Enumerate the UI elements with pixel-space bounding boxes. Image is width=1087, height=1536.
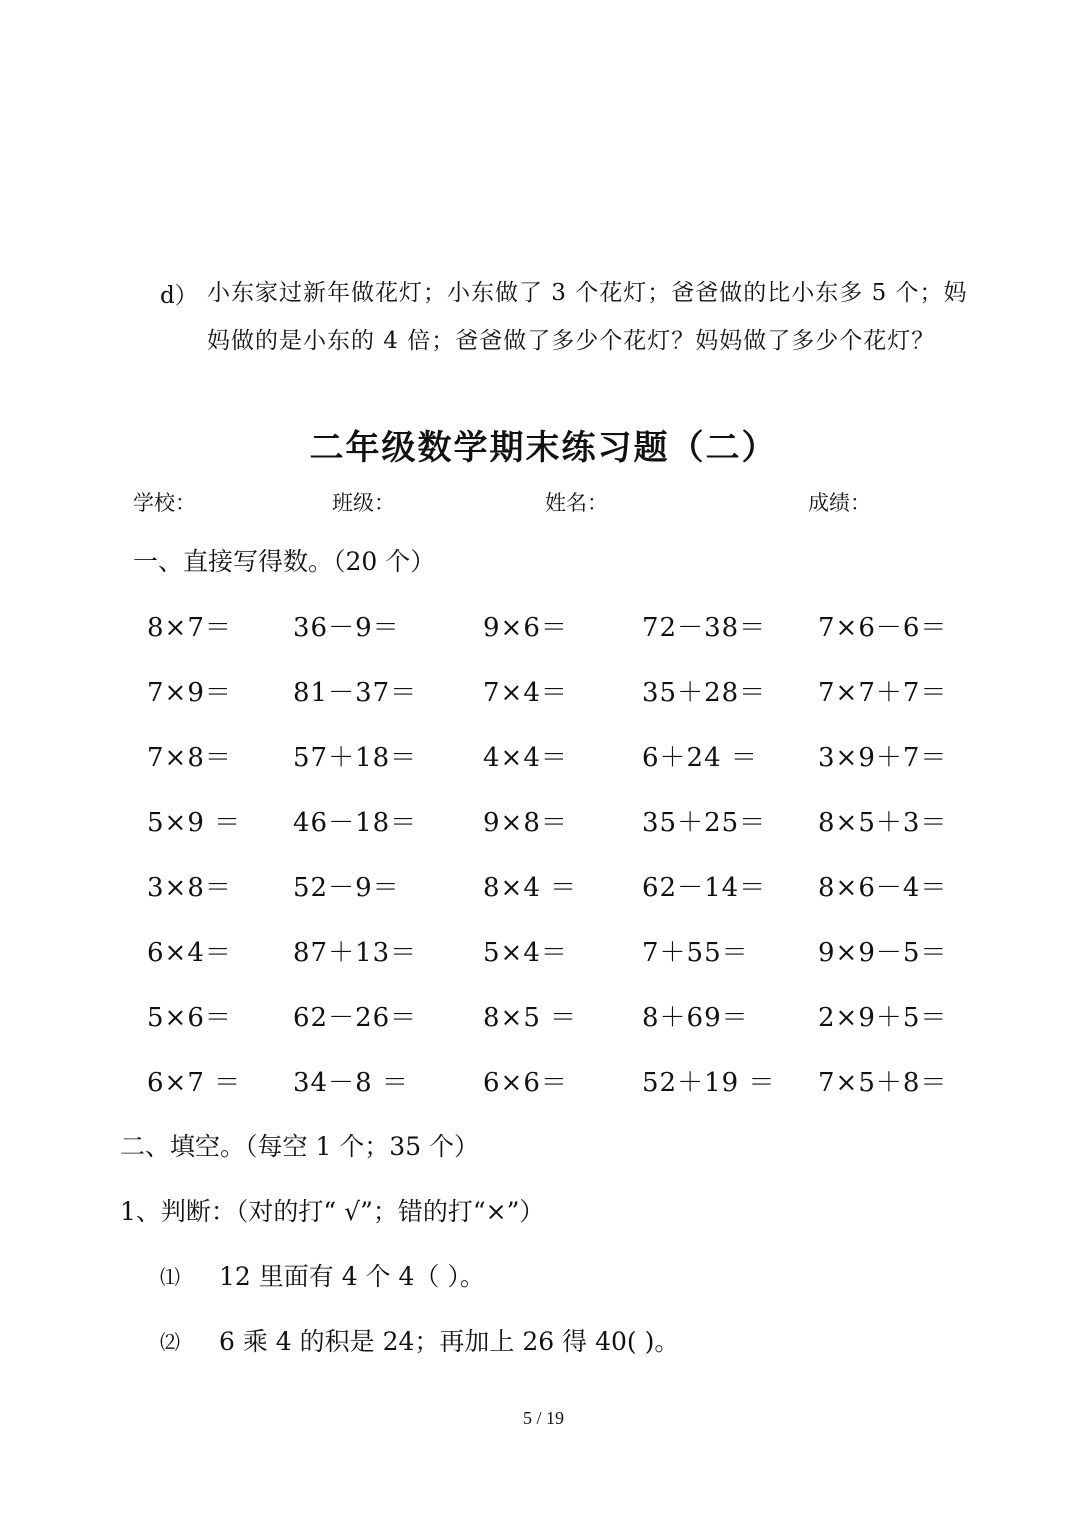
calc-problem: 46－18＝ bbox=[293, 808, 418, 838]
section2-heading: 二、填空。（每空 1 个；35 个） bbox=[120, 1132, 480, 1161]
calc-problem: 36－9＝ bbox=[293, 613, 400, 643]
calc-problem: 8＋69＝ bbox=[642, 1003, 749, 1033]
class-label: 班级： bbox=[332, 491, 395, 515]
calc-problem: 52＋19 ＝ bbox=[642, 1068, 776, 1098]
judgement-instructions: 1、判断：（对的打“ √”；错的打“×”） bbox=[120, 1197, 545, 1226]
calc-problem: 8×4 ＝ bbox=[483, 873, 578, 903]
section1-heading: 一、直接写得数。（20 个） bbox=[133, 547, 436, 576]
calc-problem: 8×6－4＝ bbox=[818, 873, 948, 903]
calc-problem: 7×5＋8＝ bbox=[818, 1068, 948, 1098]
calc-problem: 52－9＝ bbox=[293, 873, 400, 903]
score-label: 成绩： bbox=[808, 491, 871, 515]
calc-problem: 5×4＝ bbox=[483, 938, 568, 968]
item-number: ⑵ bbox=[160, 1330, 180, 1354]
calc-problem: 8×5＋3＝ bbox=[818, 808, 948, 838]
calc-problem: 6×6＝ bbox=[483, 1068, 568, 1098]
calc-problem: 6×4＝ bbox=[147, 938, 232, 968]
page-title: 二年级数学期末练习题（二） bbox=[309, 428, 778, 468]
calc-problem: 9×9－5＝ bbox=[818, 938, 948, 968]
calc-problem: 57＋18＝ bbox=[293, 743, 418, 773]
calc-problem: 62－26＝ bbox=[293, 1003, 418, 1033]
calc-problem: 62－14＝ bbox=[642, 873, 767, 903]
calc-problem: 7×7＋7＝ bbox=[818, 678, 948, 708]
problem-text-line-1: 小东家过新年做花灯；小东做了 3 个花灯；爸爸做的比小东多 5 个；妈 bbox=[207, 280, 968, 306]
calc-problem: 7×9＝ bbox=[147, 678, 232, 708]
calc-problem: 9×8＝ bbox=[483, 808, 568, 838]
problem-text-line-2: 妈做的是小东的 4 倍；爸爸做了多少个花灯？妈妈做了多少个花灯？ bbox=[207, 328, 936, 354]
calc-problem: 34－8 ＝ bbox=[293, 1068, 409, 1098]
judgement-item: 6 乘 4 的积是 24；再加上 26 得 40( )。 bbox=[219, 1327, 680, 1356]
judgement-item: 12 里面有 4 个 4（ ）。 bbox=[219, 1262, 485, 1291]
calc-problem: 3×8＝ bbox=[147, 873, 232, 903]
calc-problem: 2×9＋5＝ bbox=[818, 1003, 948, 1033]
calc-problem: 4×4＝ bbox=[483, 743, 568, 773]
calc-problem: 5×6＝ bbox=[147, 1003, 232, 1033]
calc-problem: 35＋28＝ bbox=[642, 678, 767, 708]
name-label: 姓名： bbox=[545, 491, 608, 515]
calc-problem: 35＋25＝ bbox=[642, 808, 767, 838]
calc-problem: 7×4＝ bbox=[483, 678, 568, 708]
page-number: 5 / 19 bbox=[522, 1408, 564, 1428]
calc-problem: 7＋55＝ bbox=[642, 938, 749, 968]
calc-problem: 3×9＋7＝ bbox=[818, 743, 948, 773]
calc-problem: 6×7 ＝ bbox=[147, 1068, 242, 1098]
problem-label: d） bbox=[160, 283, 198, 309]
calc-problem: 7×6－6＝ bbox=[818, 613, 948, 643]
calc-problem: 8×7＝ bbox=[147, 613, 232, 643]
calc-problem: 72－38＝ bbox=[642, 613, 767, 643]
calc-problem: 7×8＝ bbox=[147, 743, 232, 773]
calc-problem: 6＋24 ＝ bbox=[642, 743, 758, 773]
item-number: ⑴ bbox=[160, 1265, 180, 1289]
school-label: 学校： bbox=[133, 491, 196, 515]
calc-problem: 5×9 ＝ bbox=[147, 808, 242, 838]
calc-problem: 9×6＝ bbox=[483, 613, 568, 643]
calc-problem: 81－37＝ bbox=[293, 678, 418, 708]
calc-problem: 87＋13＝ bbox=[293, 938, 418, 968]
calc-problem: 8×5 ＝ bbox=[483, 1003, 578, 1033]
